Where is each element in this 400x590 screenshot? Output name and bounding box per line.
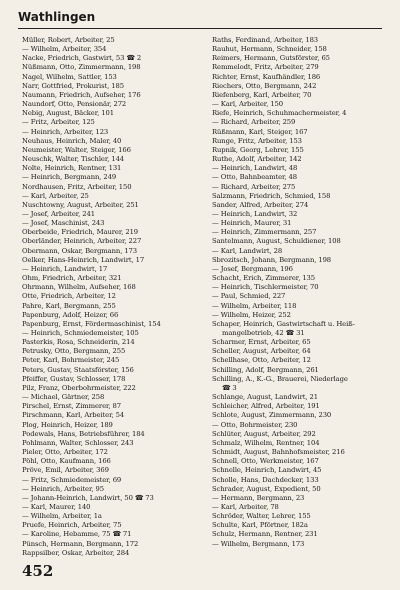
directory-entry: Schacht, Erich, Zimmerer, 135: [212, 274, 315, 283]
directory-entry: — Paul, Schmied, 227: [212, 292, 286, 301]
directory-entry: Papenburg, Adolf, Heizer, 66: [22, 310, 119, 319]
directory-entry: Schmidt, August, Bahnhofsmeister, 216: [212, 448, 345, 457]
directory-entry: Ohm, Friedrich, Arbeiter, 321: [22, 274, 122, 283]
directory-entry: Riefenberg, Karl, Arbeiter, 70: [212, 90, 312, 99]
directory-entry: Santelmann, August, Schuldiener, 108: [212, 237, 341, 246]
directory-entry: Schmalz, Wilhelm, Rentner, 104: [212, 438, 320, 447]
directory-entry: — Fritz, Arbeiter, 125: [22, 118, 95, 127]
directory-entry: Podewals, Hans, Betriebsführer, 184: [22, 429, 145, 438]
directory-entry: Pirschmann, Karl, Arbeiter, 54: [22, 411, 125, 420]
directory-entry: Pröve, Emil, Arbeiter, 369: [22, 466, 109, 475]
directory-entry: Nagel, Wilhelm, Sattler, 153: [22, 72, 117, 81]
directory-entry: — Michael, Gärtner, 258: [22, 393, 105, 402]
directory-entry: Pfeiffer, Gustav, Schlosser, 178: [22, 374, 126, 383]
directory-entry: — Richard, Arbeiter, 259: [212, 118, 296, 127]
directory-entry: Schilling, A., K.-G., Brauerei, Niederlage: [212, 374, 348, 383]
left-column: [22, 36, 200, 558]
directory-entry: Rüßmann, Karl, Steiger, 167: [212, 127, 308, 136]
page-number: 452: [22, 562, 54, 580]
directory-entry: Reimers, Hermann, Gutsförster, 65: [212, 54, 330, 63]
directory-entry: Schröder, Walter, Lehrer, 155: [212, 512, 311, 521]
directory-entry: — Karl, Arbeiter, 25: [22, 191, 89, 200]
directory-entry: Schulz, Hermann, Rentner, 231: [212, 530, 318, 539]
directory-entry: — Hermann, Bergmann, 23: [212, 493, 305, 502]
directory-entry: Schaper, Heinrich, Gastwirtschaft u. Heiß-: [212, 319, 355, 328]
directory-entry: Sander, Alfred, Arbeiter, 274: [212, 200, 309, 209]
directory-entry: Petrusky, Otto, Bergmann, 255: [22, 347, 126, 356]
directory-entry: Obermann, Oskar, Bergmann, 173: [22, 246, 137, 255]
directory-entry: Sbrozitsch, Johann, Bergmann, 198: [212, 255, 332, 264]
directory-entry: Narr, Gottfried, Prokurist, 185: [22, 81, 124, 90]
directory-entry: — Karl, Landwirt, 28: [212, 246, 283, 255]
directory-entry: Nolte, Heinrich, Rentner, 131: [22, 164, 122, 173]
directory-entry: — Karoline, Hebamme, 75 ☎ 71: [22, 530, 132, 539]
directory-entry: Scholle, Hans, Dachdecker, 133: [212, 475, 319, 484]
directory-entry: Pirschel, Ernst, Zimmerer, 87: [22, 402, 121, 411]
directory-entry: Nebig, August, Bäcker, 101: [22, 109, 114, 118]
directory-entry: — Heinrich, Arbeiter, 95: [22, 484, 104, 493]
directory-entry: Pruefe, Heinrich, Arbeiter, 75: [22, 521, 122, 530]
directory-entry: Schlange, August, Landwirt, 21: [212, 393, 318, 402]
directory-entry: Schnell, Otto, Werkmeister, 167: [212, 457, 319, 466]
directory-entry: — Wilhelm, Arbeiter, 354: [22, 45, 107, 54]
directory-entry: — Heinrich, Maurer, 31: [212, 219, 292, 228]
directory-entry: Schilling, Adolf, Bergmann, 261: [212, 365, 319, 374]
directory-entry: Scheller, August, Arbeiter, 64: [212, 347, 311, 356]
page-title: Wathlingen: [18, 10, 96, 24]
directory-entry: Pöhl, Otto, Kaufmann, 166: [22, 457, 111, 466]
directory-entry: Peters, Gustav, Staatsförster, 156: [22, 365, 134, 374]
directory-entry: Pünsch, Hermann, Bergmann, 172: [22, 539, 139, 548]
directory-entry: Rauhut, Hermann, Schneider, 158: [212, 45, 327, 54]
right-column: [212, 36, 390, 549]
directory-entry: — Heinrich, Landwirt, 17: [22, 264, 108, 273]
directory-entry: Nüßmann, Otto, Zimmermann, 198: [22, 63, 141, 72]
directory-entry: Pahre, Karl, Bergmann, 255: [22, 301, 116, 310]
directory-entry: Ohrmann, Wilhelm, Aufseher, 168: [22, 283, 136, 292]
directory-entry: Papenburg, Ernst, Fördermaschinist, 154: [22, 319, 161, 328]
directory-entry: Schulte, Karl, Pförtner, 182a: [212, 521, 308, 530]
directory-entry: Peter, Karl, Bohrmeister, 245: [22, 356, 120, 365]
directory-entry: Schnelle, Heinrich, Landwirt, 45: [212, 466, 322, 475]
directory-entry: Pieler, Otto, Arbeiter, 172: [22, 448, 108, 457]
directory-entry: — Richard, Arbeiter, 275: [212, 182, 296, 191]
directory-entry: Pilz, Franz, Oberbohrmeister, 222: [22, 383, 136, 392]
directory-entry: Nordhausen, Fritz, Arbeiter, 150: [22, 182, 132, 191]
directory-entry: Pohlmann, Walter, Schlosser, 243: [22, 438, 134, 447]
directory-entry: — Josef, Bergmann, 196: [212, 264, 293, 273]
directory-entry: — Wilhelm, Bergmann, 173: [212, 539, 305, 548]
directory-entry: Naumann, Friedrich, Aufseher, 176: [22, 90, 141, 99]
directory-entry: Schrader, August, Expedient, 50: [212, 484, 321, 493]
directory-entry: — Josef, Maschinist, 243: [22, 219, 105, 228]
directory-entry: Oberländer, Heinrich, Arbeiter, 227: [22, 237, 142, 246]
directory-entry: — Wilhelm, Heizer, 252: [212, 310, 291, 319]
directory-entry: Riechers, Otto, Bergmann, 242: [212, 81, 317, 90]
directory-entry: — Heinrich, Schmiedemeister, 105: [22, 329, 139, 337]
directory-entry: — Karl, Arbeiter, 150: [212, 100, 283, 109]
directory-entry: — Heinrich, Tischlermeister, 70: [212, 283, 319, 292]
directory-entry: Neuhaus, Heinrich, Maler, 40: [22, 136, 122, 145]
directory-entry: — Otto, Bahnbeamter, 48: [212, 173, 298, 182]
directory-entry: Nacke, Friedrich, Gastwirt, 53 ☎ 2: [22, 54, 142, 63]
directory-entry: Otte, Friedrich, Arbeiter, 12: [22, 292, 116, 301]
directory-entry: Müller, Robert, Arbeiter, 25: [22, 36, 115, 44]
directory-entry: — Wilhelm, Arbeiter, 1a: [22, 512, 102, 521]
directory-entry: mangelbetrieb, 42 ☎ 31: [222, 329, 305, 337]
directory-entry: — Heinrich, Landwirt, 48: [212, 164, 298, 173]
directory-entry: — Heinrich, Arbeiter, 123: [22, 127, 109, 136]
directory-entry: Naundorf, Otto, Pensionär, 272: [22, 100, 127, 109]
directory-entry: — Otto, Bohrmeister, 230: [212, 420, 298, 429]
directory-entry: Salzmann, Friedrich, Schmied, 158: [212, 191, 331, 200]
directory-entry: Ruthe, Adolf, Arbeiter, 142: [212, 155, 302, 164]
directory-entry: Schlote, August, Zimmermann, 230: [212, 411, 332, 420]
directory-entry: Oelker, Hans-Heinrich, Landwirt, 17: [22, 255, 145, 264]
directory-entry: Remmelodt, Fritz, Arbeiter, 279: [212, 63, 319, 72]
directory-entry: Richter, Ernst, Kaufhändler, 186: [212, 72, 321, 81]
directory-entry: Pasterkis, Rosa, Schneiderin, 214: [22, 338, 135, 347]
directory-entry: — Johann-Heinrich, Landwirt, 50 ☎ 73: [22, 493, 154, 502]
directory-entry: Schleicher, Alfred, Arbeiter, 191: [212, 402, 320, 411]
directory-entry: Riefe, Heinrich, Schuhmachermeister, 4: [212, 109, 347, 118]
directory-entry: Oberbeide, Friedrich, Maurer, 219: [22, 228, 139, 237]
directory-entry: — Heinrich, Bergmann, 249: [22, 173, 117, 182]
directory-entry: Plog, Heinrich, Heizer, 189: [22, 420, 113, 429]
directory-entry: Neuschk, Walter, Tischler, 144: [22, 155, 125, 164]
directory-entry: Schellhase, Otto, Arbeiter, 12: [212, 356, 311, 365]
directory-entry: — Fritz, Schmiedemeister, 69: [22, 475, 122, 484]
directory-entry: Rupnik, Georg, Lehrer, 155: [212, 145, 304, 154]
directory-entry: — Heinrich, Landwirt, 32: [212, 209, 298, 218]
directory-entry: ☎ 3: [222, 383, 237, 392]
directory-entry: — Karl, Arbeiter, 78: [212, 502, 279, 511]
directory-entry: — Karl, Maurer, 140: [22, 502, 91, 511]
directory-entry: Nuschtowny, August, Arbeiter, 251: [22, 200, 139, 209]
directory-entry: Neumeister, Walter, Steiger, 166: [22, 145, 131, 154]
directory-entry: Raths, Ferdinand, Arbeiter, 183: [212, 36, 319, 44]
directory-entry: — Wilhelm, Arbeiter, 118: [212, 301, 297, 310]
directory-entry: — Josef, Arbeiter, 241: [22, 209, 95, 218]
directory-entry: — Heinrich, Zimmermann, 257: [212, 228, 317, 237]
directory-entry: Rappsilber, Oskar, Arbeiter, 284: [22, 548, 130, 557]
directory-entry: Runge, Fritz, Arbeiter, 153: [212, 136, 302, 145]
page-header: [18, 6, 382, 29]
directory-entry: Scharmer, Ernst, Arbeiter, 65: [212, 338, 311, 347]
directory-entry: Schlüter, August, Arbeiter, 292: [212, 429, 316, 438]
